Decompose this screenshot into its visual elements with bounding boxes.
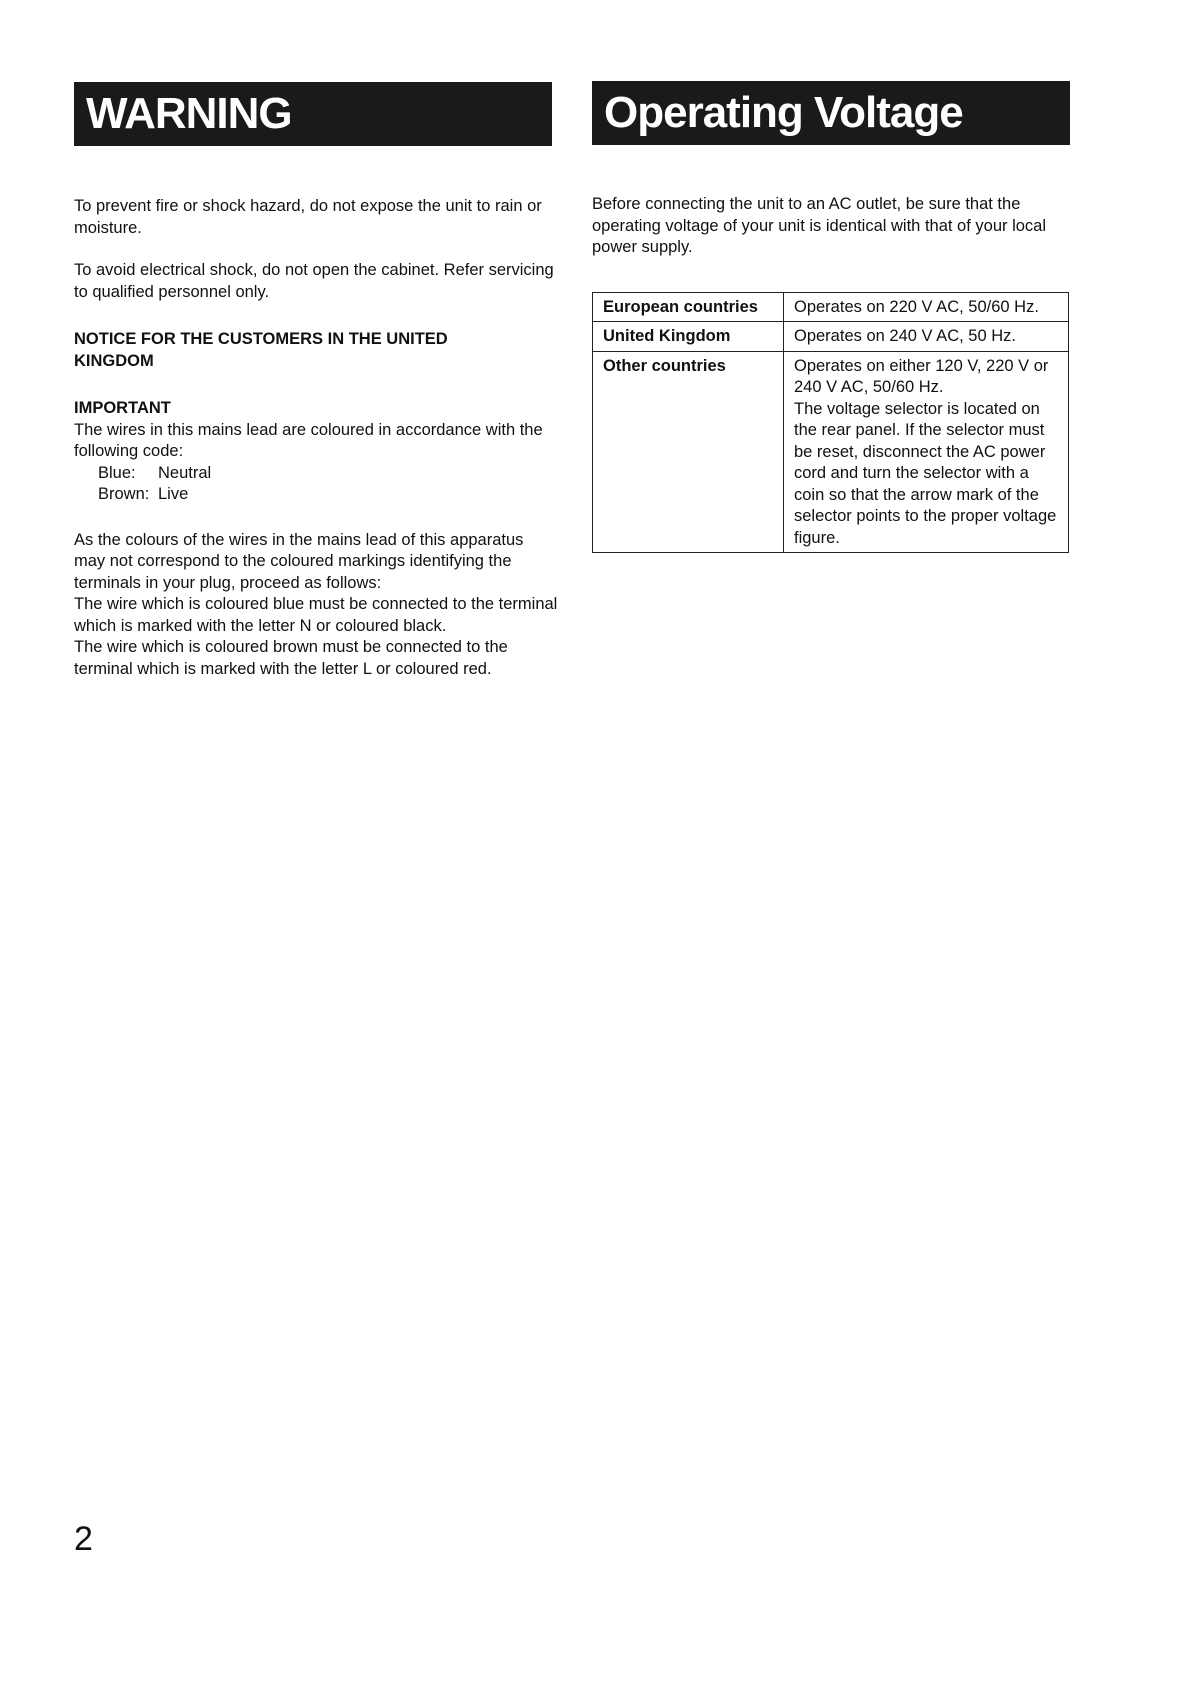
colours-paragraph: As the colours of the wires in the mains lead of this apparatus may not correspond to the coloured markings identifying the terminals in your plug, proceed as follows: bbox=[74, 530, 524, 592]
voltage-cell bbox=[784, 351, 1069, 553]
important-paragraph: The wires in this mains lead are coloured in accordance with the following code: bbox=[74, 420, 543, 460]
voltage-section bbox=[592, 194, 1072, 553]
code-value-brown: Live bbox=[158, 485, 189, 503]
country-cell: Other countries bbox=[593, 351, 784, 553]
table-row bbox=[593, 351, 1069, 553]
table-row bbox=[593, 292, 1069, 322]
code-line-brown bbox=[74, 484, 558, 506]
code-value-blue: Neutral bbox=[158, 463, 212, 482]
blue-wire-paragraph: The wire which is coloured blue must be connected to the terminal which is marked with the letter N or coloured black. bbox=[74, 595, 558, 635]
country-cell: European countries bbox=[593, 292, 784, 322]
warning-section bbox=[74, 196, 558, 680]
operating-voltage-title: Operating Voltage bbox=[592, 81, 1070, 145]
voltage-cell: Operates on 240 V AC, 50 Hz. bbox=[784, 322, 1069, 352]
cabinet-paragraph: To avoid electrical shock, do not open the cabinet. Refer servicing to qualified personnel only. bbox=[74, 261, 554, 301]
code-key-brown: Brown: bbox=[98, 485, 150, 503]
brown-wire-paragraph: The wire which is coloured brown must be connected to the terminal which is marked with the letter L or coloured red. bbox=[74, 638, 508, 678]
code-line-blue bbox=[74, 463, 558, 485]
table-row bbox=[593, 322, 1069, 352]
voltage-intro: Before connecting the unit to an AC outlet, be sure that the operating voltage of your unit is identical with that of your local power supply. bbox=[592, 195, 1047, 256]
warning-title: WARNING bbox=[74, 82, 552, 146]
voltage-table bbox=[592, 292, 1069, 554]
notice-heading bbox=[74, 329, 558, 372]
page-number: 2 bbox=[74, 1520, 93, 1558]
voltage-cell: Operates on 220 V AC, 50/60 Hz. bbox=[784, 292, 1069, 322]
important-heading: IMPORTANT bbox=[74, 399, 171, 417]
notice-heading-line2: KINGDOM bbox=[74, 351, 154, 370]
fire-shock-paragraph: To prevent fire or shock hazard, do not expose the unit to rain or moisture. bbox=[74, 197, 542, 237]
voltage-options-text: Operates on either 120 V, 220 V or 240 V AC, 50/60 Hz. bbox=[794, 356, 1049, 396]
selector-instructions: The voltage selector is located on the rear panel. If the selector must be reset, disconnect the AC power cord and turn the selector with a coin so that the arrow mark of the selector points to the proper voltage figure. bbox=[794, 399, 1057, 547]
notice-heading-line1: NOTICE FOR THE CUSTOMERS IN THE UNITED bbox=[74, 330, 448, 348]
code-key-blue: Blue: bbox=[98, 463, 136, 482]
country-cell: United Kingdom bbox=[593, 322, 784, 352]
